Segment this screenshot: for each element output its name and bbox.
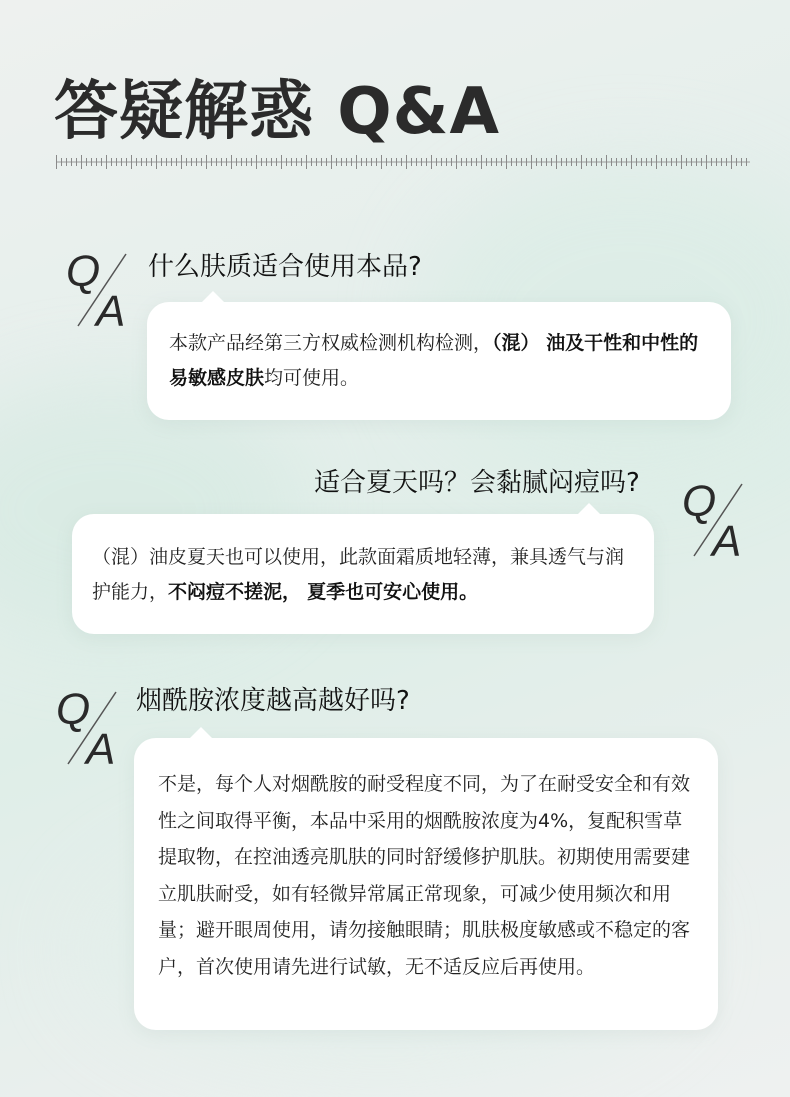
question-title: 烟酰胺浓度越高越好吗? — [136, 686, 410, 716]
qa-icon — [64, 248, 136, 328]
question-title: 适合夏天吗？会黏腻闷痘吗? — [314, 468, 640, 498]
answer-text: （混）油皮夏天也可以使用，此款面霜质地轻薄，兼具透气与润护能力，不闷痘不搓泥， 夏季也可安心使用。 — [92, 546, 625, 603]
answer-bubble — [134, 738, 718, 1030]
ruler-divider — [56, 153, 750, 171]
svg-text:Q: Q — [66, 248, 101, 296]
answer-bubble — [147, 302, 731, 420]
page-title: 答疑解惑 Q&A — [54, 75, 501, 149]
svg-text:A: A — [96, 287, 126, 328]
question-title: 什么肤质适合使用本品? — [148, 252, 422, 282]
answer-text: 本款产品经第三方权威检测机构检测，（混） 油及干性和中性的易敏感皮肤均可使用。 — [169, 332, 699, 389]
qa-icon — [54, 686, 126, 766]
svg-text:Q: Q — [56, 686, 91, 734]
qa-icon — [680, 478, 752, 558]
svg-text:Q: Q — [682, 478, 717, 526]
answer-bubble — [72, 514, 654, 634]
svg-text:A: A — [86, 725, 116, 766]
svg-text:A: A — [712, 517, 742, 558]
answer-text: 不是，每个人对烟酰胺的耐受程度不同，为了在耐受安全和有效性之间取得平衡，本品中采用的烟酰胺浓度为4%，复配积雪草提取物，在控油透亮肌肤的同时舒缓修护肌肤。初期使用需要建立肌肤耐受，如有轻微异常属正常现象，可减少使用频次和用量；避开眼周使用，请勿接触眼睛；肌肤极度敏感或不稳定的客户，首次使用请先进行试敏，无不适反应后再使用。 — [158, 773, 691, 978]
